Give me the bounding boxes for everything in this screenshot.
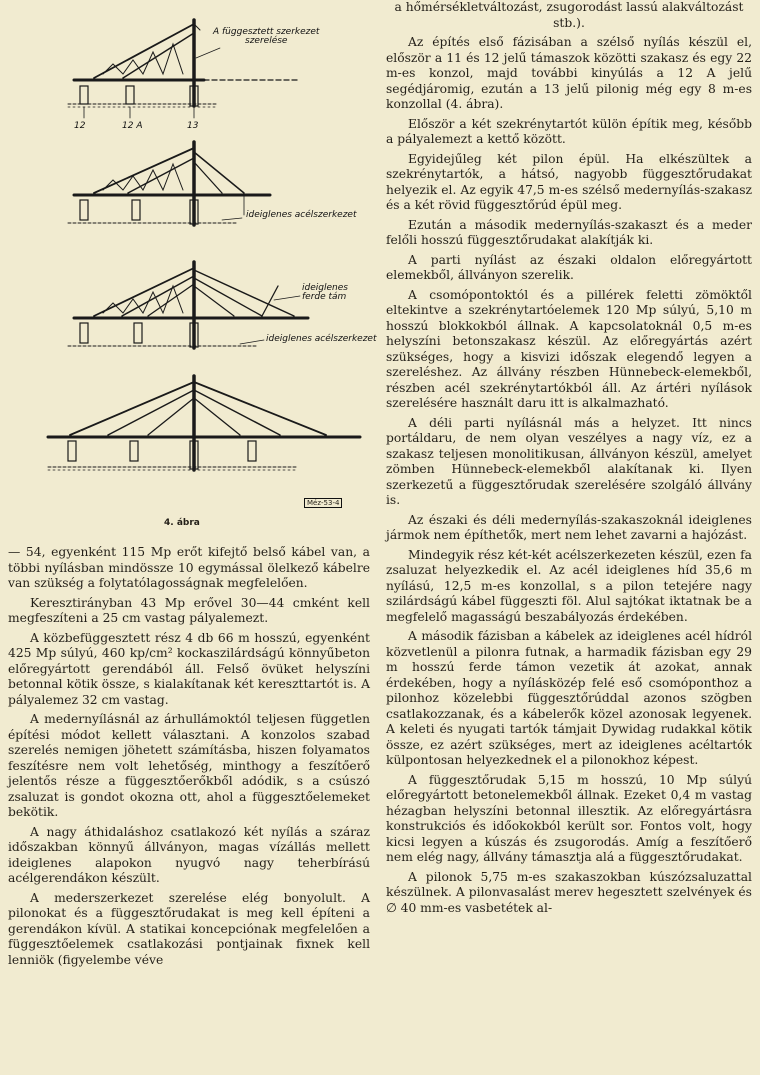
- paragraph: A függesztőrudak 5,15 m hosszú, 10 Mp súlyú előregyártott betonelemekből állnak. Ezeket 0,4 m vastag hézagban helyszíni betonnal illesztik. Az előregyártásra konstrukciós és időokokból került sor. Fontos volt, hogy kicsi legyen a kúszás és zsugorodás. Amíg a feszítőerő nem elég nagy, állvány támasztja alá a függesztőrudakat.: [386, 772, 752, 864]
- paragraph: A közbefüggesztett rész 4 db 66 m hosszú, egyenként 425 Mp súlyú, 460 kp/cm² kockaszilárdságú könnyűbeton előregyártott gerendából áll. Felső övüket helyszíni betonnal kötik össze, s kialakítanak két kereszttartót is. A pályalemez 32 cm vastag.: [8, 630, 370, 707]
- paragraph: a hőmérsékletváltozást, zsugorodást lassú alakváltozást stb.).: [394, 0, 744, 30]
- figure-label-temp-steel-1: ideiglenes acélszerkezet: [246, 210, 357, 220]
- paragraph: A második fázisban a kábelek az ideiglenes acél hídról közvetlenül a pilonra futnak, a harmadik fázisban egy 29 m hosszú ferde támon vezetik át azokat, annak érdekében, hogy a nyílásközép felé eső csomóponthoz a pilonhoz közelebbi függesztőrúddal azonos szögben csatlakozzanak, és a kábelerők közel azonosak legyenek. A keleti és nyugati tartók támjait Dywidag rudakkal kötik össze, ez azért szükséges, mert az ideiglenes acéltartók külpontosan helyezkednek el a pilonokhoz képest.: [386, 629, 752, 767]
- paragraph: Az északi és déli medernyílás-szakaszoknál ideiglenes jármok nem építhetők, mert nem lehet zavarni a hajózást.: [386, 512, 752, 542]
- paragraph: Először a két szekrénytartót külön építik meg, később a pályalemezt a kettő között.: [386, 116, 752, 146]
- paragraph: A medernyílásnál az árhullámoktól teljesen független építési módot kellett választani. A konzolos szabad szerelés nemigen jöhetett számításba, hiszen folyamatos feszítésre nem volt lehetőség, minthogy a feszítőerő jelentős része a függesztőerőkből adódik, s a csúszó zsaluzat is gondot okozna ott, ahol a függesztőelemeket bekötik.: [8, 712, 370, 819]
- paragraph: A nagy áthidaláshoz csatlakozó két nyílás a száraz időszakban könnyű állványon, magas vízállás mellett ideiglenes alapokon nyugvó nagy teherbírású acélgerendákon készült.: [8, 824, 370, 885]
- left-text: [8, 545, 370, 968]
- figure-label-support-12a: 12 A: [122, 121, 143, 131]
- figure-label-support-12: 12: [74, 121, 86, 131]
- paragraph: Egyidejűleg két pilon épül. Ha elkészültek a szekrénytartók, a hátsó, nagyobb függesztőrudakat helyezik el. Az egyik 47,5 m-es szélső medernyílás-szakasz és a két rövid függesztőrúd épül meg.: [386, 151, 752, 212]
- figure-caption: 4. ábra: [164, 518, 200, 528]
- stage-2-drawing: [68, 142, 270, 225]
- figure-label-temp-strut: ideiglenes ferde tám: [302, 283, 348, 302]
- paragraph: Mindegyik rész két-két acélszerkezeten készül, ezen fa zsaluzat helyezkedik el. Az acél ideiglenes híd 35,6 m nyílású, 12,5 m-es konzollal, s a pilon tetejére nagy szilárdságú kábel függeszti föl. Alul sajtókat iktatnak be a megfelelő magasságú beszabályozás érdekében.: [386, 547, 752, 624]
- left-column: [8, 0, 377, 972]
- figure-label-top-title: A függesztett szerkezet szerelése: [213, 27, 320, 46]
- figure-label-temp-steel-2: ideiglenes acélszerkezet: [266, 334, 377, 344]
- right-column: [386, 0, 752, 920]
- paragraph: A pilonok 5,75 m-es szakaszokban kúszózsaluzattal készülnek. A pilonvasalást merev hegesztett szelvények és ∅ 40 mm-es vasbetétek al-: [386, 869, 752, 915]
- paragraph: Keresztirányban 43 Mp erővel 30—44 cmként kell megfeszíteni a 25 cm vastag pályalemezt.: [8, 595, 370, 625]
- figure-label-support-13: 13: [187, 121, 199, 131]
- stage-4-drawing: [48, 376, 360, 470]
- figure-stamp: Méz-53-4: [304, 498, 342, 508]
- paragraph: — 54, egyenként 115 Mp erőt kifejtő belső kábel van, a többi nyílásban mindössze 10 egymással ölelkező kábelre van szükség a folytatólagosságnak megfelelően.: [8, 545, 370, 590]
- paragraph: A parti nyílást az északi oldalon előregyártott elemekből, állványon szerelik.: [386, 252, 752, 282]
- paragraph: A déli parti nyílásnál más a helyzet. Itt nincs portáldaru, de nem olyan veszélyes a nagy víz, ez a szakasz teljesen monolitikusan, állványon készül, amelyet zömben Hünnebeck-elemekből alakítanak ki. Ilyen szerkezetű a függesztőrudak szerelésére szolgáló állvány is.: [386, 415, 752, 507]
- paragraph: Ezután a második medernyílás-szakaszt és a meder felőli hosszú függesztőrudakat alakítják ki.: [386, 217, 752, 247]
- bridge-stages-drawing: [8, 0, 370, 535]
- bridge-construction-figure: [8, 0, 377, 535]
- paragraph: A mederszerkezet szerelése elég bonyolult. A pilonokat és a függesztőrudakat is meg kell építeni a gerendákon kívül. A statikai koncepciónak megfelelően a függesztőelemek csatlakozási pontjainak fixnek kell lenniök (figyelembe véve: [8, 890, 370, 967]
- paragraph: A csomópontoktól és a pillérek feletti zömöktől eltekintve a szekrénytartóelemek 120 Mp súlyú, 5,10 m hosszú blokkokból állnak. A kapcsolatoknál 0,5 m-es helyszíni betonszakasz készül. Az előregyártás azért szükséges, hogy a kisvizi időszak elegendő legyen a szereléshez. Az állvány részben Hünnebeck-elemekből, részben acél szekrénytartókból áll. Az ártéri nyílások szerelésére használt daru itt is alkalmazható.: [386, 287, 752, 410]
- paragraph: Az építés első fázisában a szélső nyílás készül el, először a 11 és 12 jelű támaszok közötti szakasz és egy 22 m-es konzol, majd további kinyúlás a 12 A jelű segédjáromig, ezután a 13 jelű pilonig még egy 8 m-es konzollal (4. ábra).: [386, 35, 752, 111]
